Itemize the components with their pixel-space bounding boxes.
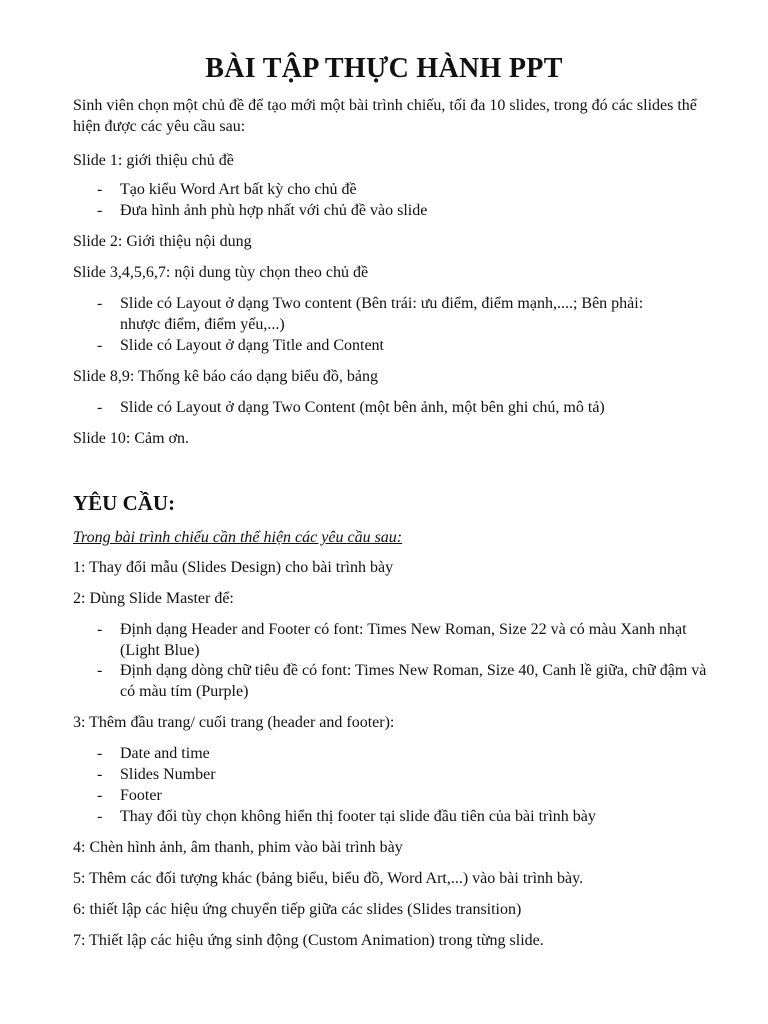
requirement-3-bullet-4: Thay đổi tùy chọn không hiển thị footer tại slide đầu tiên của bài trình bày bbox=[120, 808, 596, 825]
bullet-dash: - bbox=[97, 295, 103, 312]
slide1-bullet-2: Đưa hình ảnh phù hợp nhất với chủ đề vào slide bbox=[120, 202, 428, 219]
bullet-dash: - bbox=[97, 202, 103, 219]
slide3-7-label: Slide 3,4,5,6,7: nội dung tùy chọn theo chủ đề bbox=[73, 264, 369, 281]
requirement-3-bullet-2: Slides Number bbox=[120, 766, 216, 783]
slide3-7-bullet-1: Slide có Layout ở dạng Two content (Bên trái: ưu điểm, điểm mạnh,....; Bên phải: nhược điểm, điểm yếu,...) bbox=[120, 295, 644, 333]
requirement-6: 6: thiết lập các hiệu ứng chuyển tiếp giữa các slides (Slides transition) bbox=[73, 901, 522, 918]
bullet-dash: - bbox=[97, 337, 103, 354]
list-item bbox=[97, 764, 707, 785]
list-item bbox=[97, 335, 707, 356]
bullet-dash: - bbox=[97, 621, 103, 638]
list-item bbox=[97, 293, 687, 335]
requirement-5: 5: Thêm các đối tượng khác (bảng biểu, biểu đồ, Word Art,...) vào bài trình bày. bbox=[73, 870, 584, 887]
list-item bbox=[97, 806, 727, 827]
requirement-3-label: 3: Thêm đầu trang/ cuối trang (header and footer): bbox=[73, 714, 395, 731]
requirement-3-bullet-1: Date and time bbox=[120, 745, 210, 762]
bullet-dash: - bbox=[97, 766, 103, 783]
bullet-dash: - bbox=[97, 808, 103, 825]
requirement-7: 7: Thiết lập các hiệu ứng sinh động (Custom Animation) trong từng slide. bbox=[73, 932, 544, 949]
bullet-dash: - bbox=[97, 745, 103, 762]
slide10-label: Slide 10: Cảm ơn. bbox=[73, 430, 190, 447]
slide8-9-bullet-1: Slide có Layout ở dạng Two Content (một bên ảnh, một bên ghi chú, mô tả) bbox=[120, 399, 605, 416]
intro-paragraph: Sinh viên chọn một chủ đề để tạo mới một bài trình chiếu, tối đa 10 slides, trong đó các slides thể hiện được các yêu cầu sau: bbox=[73, 97, 697, 135]
slide2-label: Slide 2: Giới thiệu nội dung bbox=[73, 233, 252, 250]
list-item bbox=[97, 785, 707, 806]
list-item bbox=[97, 660, 707, 702]
bullet-dash: - bbox=[97, 399, 103, 416]
list-item bbox=[97, 397, 717, 418]
slide1-label: Slide 1: giới thiệu chủ đề bbox=[73, 152, 234, 169]
document-title: BÀI TẬP THỰC HÀNH PPT bbox=[205, 53, 563, 84]
list-item bbox=[97, 200, 707, 221]
bullet-dash: - bbox=[97, 662, 103, 679]
requirement-2-bullet-1: Định dạng Header and Footer có font: Times New Roman, Size 22 và có màu Xanh nhạt (Light Blue) bbox=[120, 621, 687, 659]
requirements-subheading: Trong bài trình chiếu cần thể hiện các yêu cầu sau: bbox=[73, 529, 403, 546]
requirements-heading: YÊU CẦU: bbox=[73, 491, 176, 515]
requirement-2-bullet-2: Định dạng dòng chữ tiêu đề có font: Times New Roman, Size 40, Canh lề giữa, chữ đậm và có màu tím (Purple) bbox=[120, 662, 707, 700]
requirement-3-bullet-3: Footer bbox=[120, 787, 162, 804]
list-item bbox=[97, 179, 707, 200]
requirement-4: 4: Chèn hình ảnh, âm thanh, phim vào bài trình bày bbox=[73, 839, 403, 856]
bullet-dash: - bbox=[97, 787, 103, 804]
slide1-bullet-1: Tạo kiểu Word Art bất kỳ cho chủ đề bbox=[120, 181, 357, 198]
list-item bbox=[97, 743, 707, 764]
list-item bbox=[97, 619, 697, 661]
slide3-7-bullet-2: Slide có Layout ở dạng Title and Content bbox=[120, 337, 384, 354]
bullet-dash: - bbox=[97, 181, 103, 198]
requirement-1: 1: Thay đổi mẫu (Slides Design) cho bài trình bày bbox=[73, 559, 394, 576]
slide8-9-label: Slide 8,9: Thống kê báo cáo dạng biểu đồ, bảng bbox=[73, 368, 378, 385]
requirement-2-label: 2: Dùng Slide Master để: bbox=[73, 590, 234, 607]
